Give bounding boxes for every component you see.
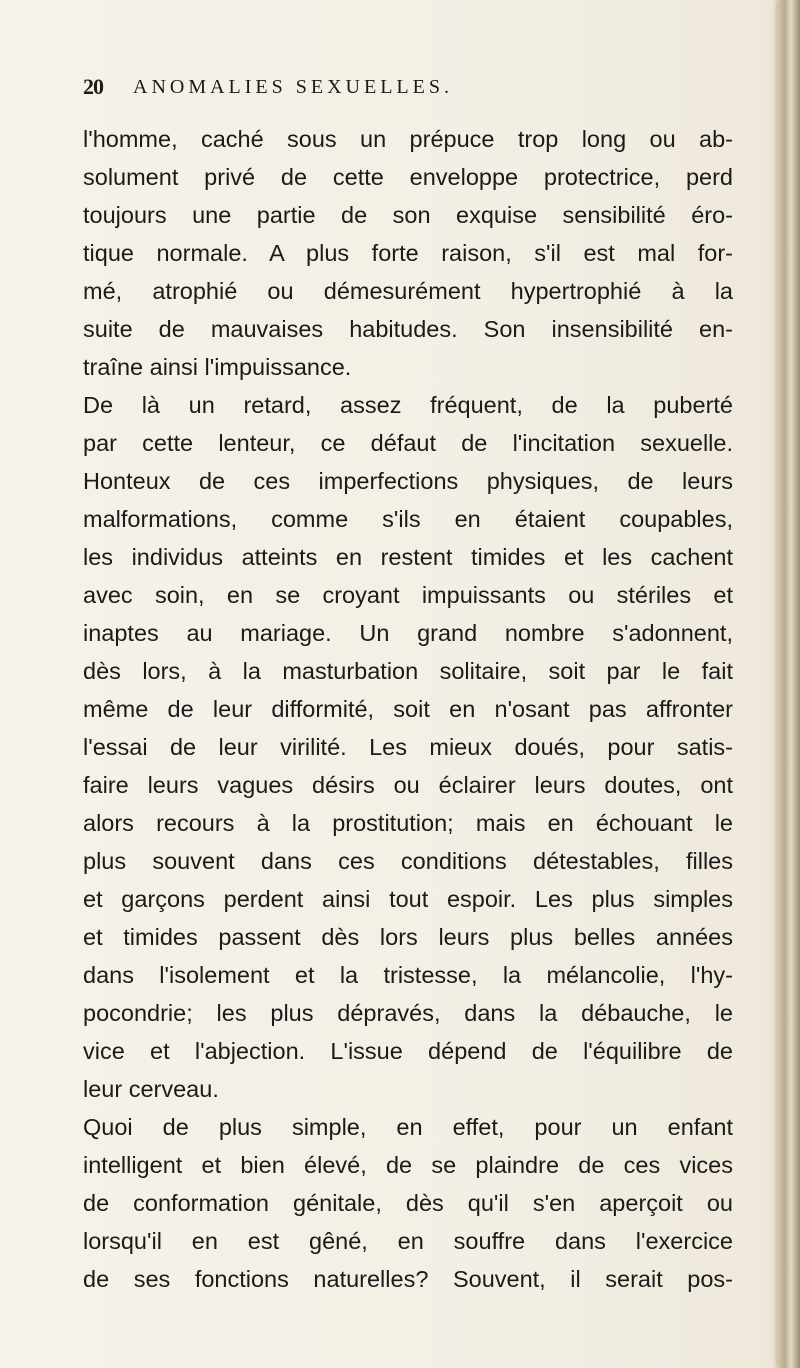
text-line: leur cerveau. [83, 1076, 219, 1102]
text-line: suite de mauvaises habitudes. Son insensibilité en- [83, 316, 733, 342]
text-line: de ses fonctions naturelles? Souvent, il serait pos- [83, 1266, 733, 1292]
text-line: Honteux de ces imperfections physiques, de leurs [83, 468, 733, 494]
text-line: et garçons perdent ainsi tout espoir. Les plus simples [83, 886, 733, 912]
text-line: mé, atrophié ou démesurément hypertrophié à la [83, 278, 733, 304]
book-spine-edge [778, 0, 800, 1368]
text-line: De là un retard, assez fréquent, de la puberté [83, 392, 733, 418]
text-line: solument privé de cette enveloppe protectrice, perd [83, 164, 733, 190]
text-line: plus souvent dans ces conditions détestables, filles [83, 848, 733, 874]
text-line: l'essai de leur virilité. Les mieux doués, pour satis- [83, 734, 733, 760]
page-header [83, 74, 643, 110]
text-line: lorsqu'il en est gêné, en souffre dans l'exercice [83, 1228, 733, 1254]
text-line: même de leur difformité, soit en n'osant pas affronter [83, 696, 733, 722]
text-line: dès lors, à la masturbation solitaire, soit par le fait [83, 658, 733, 684]
text-line: Quoi de plus simple, en effet, pour un enfant [83, 1114, 733, 1140]
text-line: alors recours à la prostitution; mais en échouant le [83, 810, 733, 836]
text-line: traîne ainsi l'impuissance. [83, 354, 352, 380]
text-line: intelligent et bien élevé, de se plaindre de ces vices [83, 1152, 733, 1178]
text-line: pocondrie; les plus dépravés, dans la débauche, le [83, 1000, 733, 1026]
text-line: vice et l'abjection. L'issue dépend de l'équilibre de [83, 1038, 733, 1064]
text-line: par cette lenteur, ce défaut de l'incitation sexuelle. [83, 430, 733, 456]
text-line: toujours une partie de son exquise sensibilité éro- [83, 202, 733, 228]
running-title: ANOMALIES SEXUELLES. [133, 76, 453, 98]
text-line: inaptes au mariage. Un grand nombre s'adonnent, [83, 620, 733, 646]
text-line: les individus atteints en restent timides et les cachent [83, 544, 733, 570]
body-text [83, 120, 733, 1298]
text-line: de conformation génitale, dès qu'il s'en aperçoit ou [83, 1190, 733, 1216]
text-line: l'homme, caché sous un prépuce trop long ou ab- [83, 126, 733, 152]
text-line: avec soin, en se croyant impuissants ou stériles et [83, 582, 733, 608]
text-line: et timides passent dès lors leurs plus belles années [83, 924, 733, 950]
text-line: faire leurs vagues désirs ou éclairer leurs doutes, ont [83, 772, 733, 798]
text-line: dans l'isolement et la tristesse, la mélancolie, l'hy- [83, 962, 733, 988]
text-line: malformations, comme s'ils en étaient coupables, [83, 506, 733, 532]
page-number: 20 [83, 74, 103, 99]
text-line: tique normale. A plus forte raison, s'il est mal for- [83, 240, 733, 266]
